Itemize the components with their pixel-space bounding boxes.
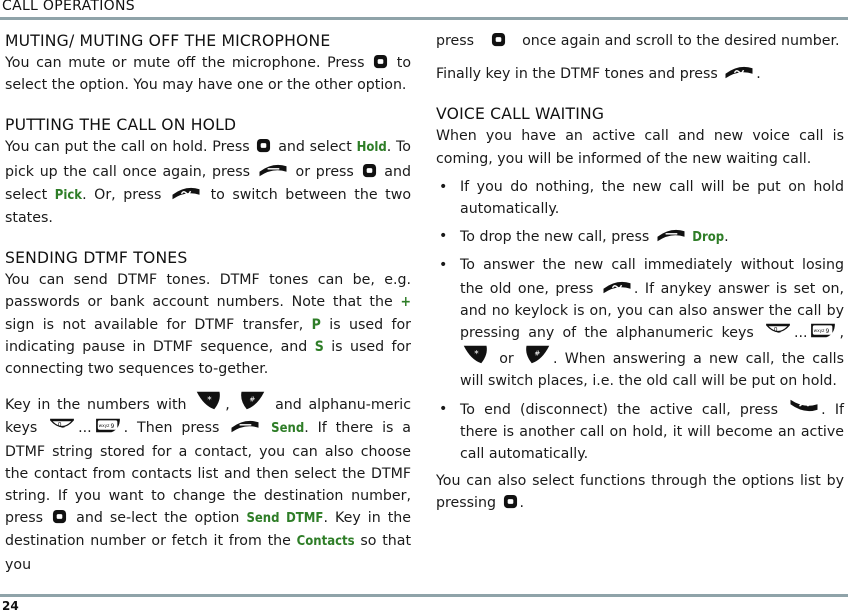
keyword-drop: Drop (692, 230, 725, 246)
softkey-icon (656, 225, 686, 243)
heading-dtmf: SENDING DTMF TONES (5, 249, 188, 268)
softkey-icon (230, 416, 260, 434)
heading-mute: MUTING/ MUTING OFF THE MICROPHONE (5, 32, 331, 50)
navigation-key-icon (362, 163, 377, 178)
left-column (5, 30, 411, 576)
dtmf-paragraph-2: Key in the numbers with , and alphanu-meric keys ... . Then press Send. If there is a DTMF string stored for a contact, you can also choose the contact from contacts list and then select the DTMF string. If you want to change the destination number, press and se-lect the option Send DTMF. Key in the destination number or fetch it from the Contacts so that you (5, 390, 411, 576)
keyword-plus: + (400, 294, 411, 311)
call-waiting-intro: When you have an active call and new voice call is coming, you will be informed of the new waiting call. (436, 128, 844, 167)
nine-key-icon (94, 417, 122, 434)
call-waiting-list (436, 176, 844, 465)
dtmf-paragraph-1: You can send DTMF tones. DTMF tones can be, e.g. passwords or bank account numbers. Note that the + sign is not available for DTMF transfer, P is used for indicating pause in DTMF sequence, and S is used for connecting two sequences to-gether. (5, 272, 412, 378)
keyword-s: S (314, 338, 324, 355)
keyword-p: P (311, 316, 321, 333)
navigation-key-icon (52, 509, 67, 524)
navigation-key-icon (373, 54, 388, 69)
list-item: • If you do nothing, the new call will be put on hold automatically. (439, 178, 844, 218)
keyword-send-dtmf: Send DTMF (246, 511, 324, 527)
send-key-icon (602, 277, 632, 295)
send-key-icon (171, 183, 201, 201)
navigation-key-icon (503, 494, 518, 509)
page-number: 24 (2, 599, 19, 613)
list-item: • To drop the new call, press Drop. (436, 225, 844, 249)
keyword-pick: Pick (54, 187, 83, 203)
footer-rule (0, 594, 848, 597)
keyword-contacts: Contacts (296, 534, 355, 550)
list-item: • To answer the new call immediately without losing the old one, press . If anykey answer is set on, and no keylock is on, you can also answer the call by pressing any of the alphanumeric keys ... , or . When answering a new call, the calls will switch places, i.e. the old call will be put on hold. (439, 257, 845, 390)
options-list-paragraph: You can also select functions through the options list by pressing . (436, 473, 844, 512)
star-key-icon (195, 390, 223, 411)
zero-key-icon (764, 322, 792, 339)
keyword-send: Send (271, 421, 305, 437)
heading-hold: PUTTING THE CALL ON HOLD (5, 116, 237, 135)
section-title: CALL OPERATIONS (2, 0, 135, 14)
softkey-icon (258, 160, 288, 178)
dtmf-continued-paragraph: press once again and scroll to the desired number. (436, 33, 840, 49)
end-key-icon (789, 398, 819, 416)
hash-key-icon (523, 344, 551, 365)
zero-key-icon (48, 417, 76, 434)
hash-key-icon (238, 390, 266, 411)
dtmf-final-paragraph: Finally key in the DTMF tones and press . (436, 62, 844, 85)
nine-key-icon (809, 322, 837, 339)
list-item: • To end (disconnect) the active call, press . If there is another call on hold, it will become an active call automatically. (436, 398, 844, 466)
navigation-key-icon (256, 138, 271, 153)
navigation-key-icon (491, 32, 506, 47)
mute-paragraph: You can mute or mute off the microphone. Press to select the option. You may have one or the other option. (5, 55, 411, 94)
hold-paragraph: You can put the call on hold. Press and select Hold. To pick up the call once again, press or press and select Pick. Or, press to switch between the two states. (5, 139, 411, 227)
header-rule (0, 17, 848, 20)
keyword-hold: Hold (356, 140, 387, 156)
send-key-icon (724, 62, 754, 80)
heading-call-waiting: VOICE CALL WAITING (436, 105, 605, 124)
page-header (0, 0, 848, 16)
star-key-icon (462, 344, 490, 365)
right-column (436, 30, 844, 515)
